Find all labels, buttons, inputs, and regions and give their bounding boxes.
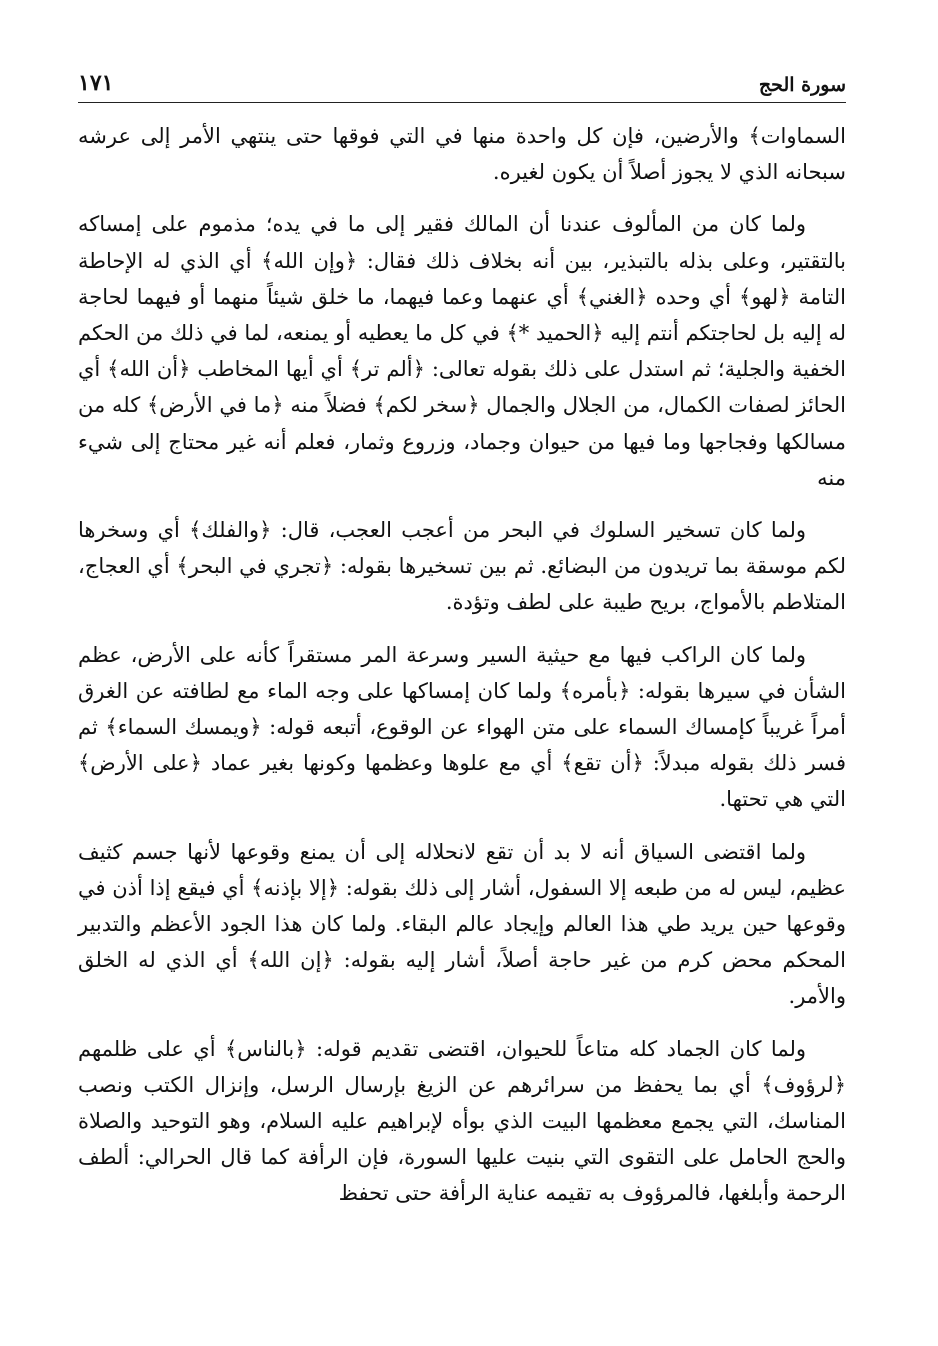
page-body	[78, 118, 846, 1228]
paragraph: ولما اقتضى السياق أنه لا بد أن تقع لانحلاله إلى أن يمنع وقوعها لأنها جسم كثيف عظيم، ليس له من طبعه إلا السفول، أشار إلى ذلك بقوله: ﴿إلا بإذنه﴾ أي فيقع إذا أذن في وقوعها حين يريد طي هذا العالم وإيجاد عالم البقاء. ولما كان هذا الجود الأعظم والتدبير المحكم محض كرم من غير حاجة أصلاً، أشار إليه بقوله: ﴿إن الله﴾ أي الذي له الخلق والأمر.	[78, 839, 846, 1009]
paragraph: ولما كان الجماد كله متاعاً للحيوان، اقتضى تقديم قوله: ﴿بالناس﴾ أي على ظلمهم ﴿لرؤوف﴾ أي بما يحفظ من سرائرهم عن الزيغ بإرسال الرسل، وإنزال الكتب ونصب المناسك، التي يجمع معظمها البيت الذي بوأه لإبراهيم عليه السلام، وهو التوحيد والصلاة والحج الحامل على التقوى التي بنيت عليها السورة، فإن الرأفة كما قال الحرالي: ألطف الرحمة وأبلغها، فالمرؤوف به تقيمه عناية الرأفة حتى تحفظ	[78, 1036, 846, 1206]
surah-title: سورة الحج	[758, 74, 846, 96]
page-number: ١٧١	[78, 70, 114, 96]
page-header	[78, 62, 846, 103]
paragraph: ولما كان من المألوف عندنا أن المالك فقير إلى ما في يده؛ مذموم على إمساكه بالتقتير، وعلى بذله بالتبذير، بين أنه بخلاف ذلك فقال: ﴿وإن الله﴾ أي الذي له الإحاطة التامة ﴿لهو﴾ أي وحده ﴿الغني﴾ أي عنهما وعما فيهما، ما خلق شيئاً منهما أو فيهما لحاجة له إليه بل لحاجتكم أنتم إليه ﴿الحميد *﴾ في كل ما يعطيه أو يمنعه، لما في ذلك من الحكم الخفية والجلية؛ ثم استدل على ذلك بقوله تعالى: ﴿ألم تر﴾ أي أيها المخاطب ﴿أن الله﴾ أي الحائز لصفات الكمال، من الجلال والجمال ﴿سخر لكم﴾ فضلاً منه ﴿ما في الأرض﴾ كله من مسالكها وفجاجها وما فيها من حيوان وجماد، وزروع وثمار، فعلم أنه غير محتاج إلى شيء منه	[78, 212, 846, 490]
paragraph: ولما كان تسخير السلوك في البحر من أعجب العجب، قال: ﴿والفلك﴾ أي وسخرها لكم موسقة بما تريدون من البضائع. ثم بين تسخيرها بقوله: ﴿تجري في البحر﴾ أي العجاج، المتلاطم بالأمواج، بريح طيبة على لطف وتؤدة.	[78, 518, 846, 615]
paragraph: ولما كان الراكب فيها مع حيثية السير وسرعة المر مستقراً كأنه على الأرض، عظم الشأن في سيرها بقوله: ﴿بأمره﴾ ولما كان إمساكها على وجه الماء مع لطافته عن الغرق أمراً غريباً كإمساك السماء على متن الهواء عن الوقوع، أتبعه قوله: ﴿ويمسك السماء﴾ ثم فسر ذلك بقوله مبدلاً: ﴿أن تقع﴾ أي مع علوها وعظمها وكونها بغير عماد ﴿على الأرض﴾ التي هي تحتها.	[78, 642, 846, 812]
paragraph: السماوات﴾ والأرضين، فإن كل واحدة منها في التي فوقها حتى ينتهي الأمر إلى عرشه سبحانه الذي لا يجوز أصلاً أن يكون لغيره.	[78, 124, 846, 185]
